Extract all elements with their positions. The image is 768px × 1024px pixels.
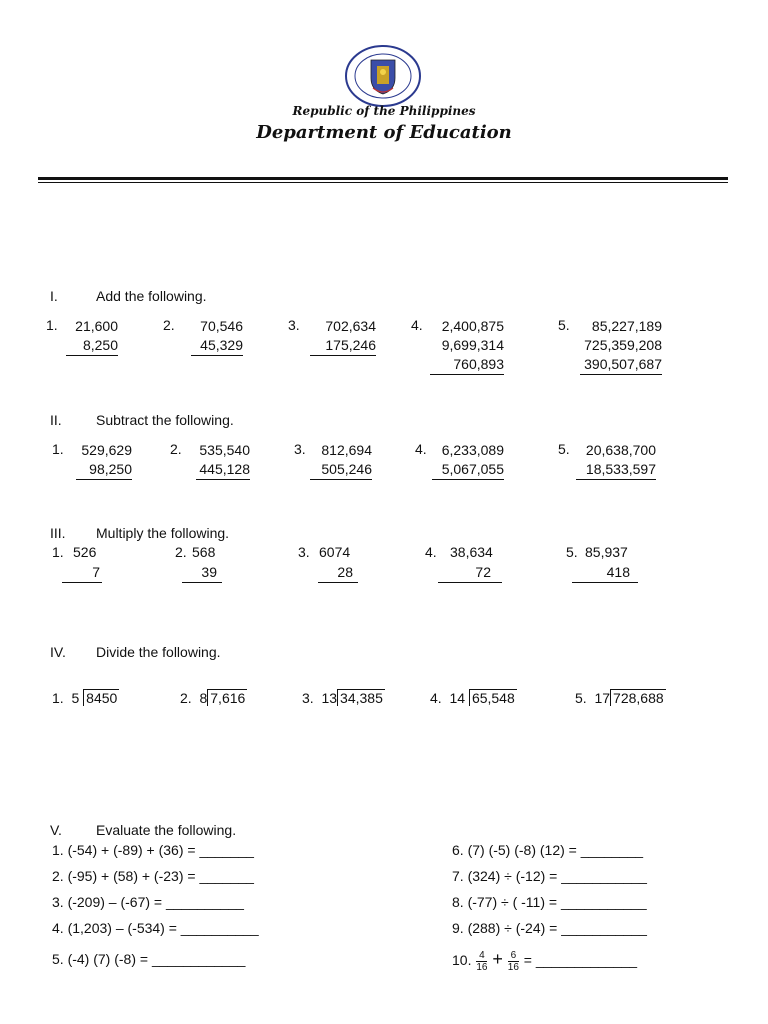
subtraction-problem-2 <box>196 441 250 480</box>
dividend: 34,385 <box>337 689 385 706</box>
addend: 725,359,208 <box>584 337 662 353</box>
section-numeral: II. <box>50 412 62 428</box>
division-problem-3 <box>302 689 385 706</box>
section-instruction: Subtract the following. <box>96 412 234 428</box>
fraction-denominator: 16 <box>476 961 488 973</box>
minuend: 529,629 <box>81 442 132 458</box>
multiplier: 28 <box>318 563 358 583</box>
subtrahend: 5,067,055 <box>432 460 504 480</box>
header-rule-thick <box>38 177 728 180</box>
section-instruction: Multiply the following. <box>96 525 230 541</box>
problem-number: 2. <box>170 441 182 457</box>
multiplication-problem-4 <box>438 563 502 583</box>
multiplication-problem-3 <box>318 563 358 583</box>
addend: 760,893 <box>430 355 504 375</box>
fraction-2 <box>508 950 519 973</box>
divisor: 14 <box>449 690 466 706</box>
problem-number: 4. <box>425 544 437 560</box>
evaluate-item-4: 4. (1,203) – (-534) = __________ <box>52 920 259 936</box>
division-problem-4 <box>430 689 517 706</box>
section-numeral: I. <box>50 288 58 304</box>
minuend: 535,540 <box>199 442 250 458</box>
multiplication-problem-2 <box>182 563 222 583</box>
addend: 702,634 <box>325 318 376 334</box>
addend: 8,250 <box>66 336 118 356</box>
problem-number: 1. <box>52 544 64 560</box>
problem-number: 10. <box>452 952 472 968</box>
division-problem-5 <box>575 689 666 706</box>
deped-seal-logo <box>344 44 422 108</box>
addend: 45,329 <box>191 336 243 356</box>
problem-number: 2. <box>163 317 175 333</box>
divisor: 5 <box>71 690 80 706</box>
section-numeral: V. <box>50 822 62 838</box>
fraction-numerator: 4 <box>476 950 487 962</box>
addition-problem-4 <box>430 317 504 375</box>
evaluate-item-8: 8. (-77) ÷ ( -11) = ___________ <box>452 894 647 910</box>
fraction-denominator: 16 <box>507 961 519 973</box>
divisor: 13 <box>321 690 338 706</box>
problem-number: 2. <box>180 690 192 706</box>
addend: 21,600 <box>75 318 118 334</box>
republic-heading: Republic of the Philippines <box>292 104 476 118</box>
addend: 2,400,875 <box>441 318 504 334</box>
problem-number: 5. <box>558 441 570 457</box>
division-problem-1 <box>52 689 119 706</box>
minuend: 812,694 <box>321 442 372 458</box>
evaluate-item-6: 6. (7) (-5) (-8) (12) = ________ <box>452 842 644 858</box>
problem-number: 4. <box>415 441 427 457</box>
problem-number: 5. <box>575 690 587 706</box>
division-problem-2 <box>180 689 247 706</box>
evaluate-item-10 <box>452 945 637 974</box>
fraction-1 <box>476 950 487 973</box>
problem-number: 4. <box>411 317 423 333</box>
multiplication-problem-5 <box>572 563 638 583</box>
fraction-numerator: 6 <box>508 950 519 962</box>
minuend: 20,638,700 <box>585 442 656 458</box>
section-numeral: IV. <box>50 644 66 660</box>
answer-blank: = _____________ <box>523 952 638 968</box>
problem-number: 1. <box>52 690 64 706</box>
minuend: 6,233,089 <box>441 442 504 458</box>
multiplicand: 568 <box>192 544 216 560</box>
addend: 9,699,314 <box>441 337 504 353</box>
problem-number: 3. <box>288 317 300 333</box>
section-numeral: III. <box>50 525 66 541</box>
problem-number: 2. <box>175 544 187 560</box>
problem-number: 3. <box>302 690 314 706</box>
multiplicand: 6074 <box>319 544 351 560</box>
problem-number: 5. <box>566 544 578 560</box>
subtraction-problem-3 <box>310 441 372 480</box>
section-instruction: Evaluate the following. <box>96 822 237 838</box>
problem-number: 4. <box>430 690 442 706</box>
subtrahend: 18,533,597 <box>576 460 656 480</box>
plus-sign: + <box>492 949 503 969</box>
addition-problem-1 <box>66 317 118 356</box>
section-instruction: Divide the following. <box>96 644 221 660</box>
header-rule-thin <box>38 182 728 183</box>
multiplicand: 85,937 <box>585 544 628 560</box>
multiplicand: 38,634 <box>450 544 493 560</box>
section-instruction: Add the following. <box>96 288 207 304</box>
subtraction-problem-5 <box>576 441 656 480</box>
subtraction-problem-4 <box>432 441 504 480</box>
dividend: 65,548 <box>469 689 517 706</box>
problem-number: 1. <box>46 317 58 333</box>
problem-number: 5. <box>558 317 570 333</box>
dividend: 728,688 <box>610 689 666 706</box>
evaluate-item-3: 3. (-209) – (-67) = __________ <box>52 894 244 910</box>
department-heading: Department of Education <box>256 122 512 143</box>
subtraction-problem-1 <box>76 441 132 480</box>
problem-number: 1. <box>52 441 64 457</box>
addition-problem-2 <box>191 317 243 356</box>
multiplier: 72 <box>438 563 502 583</box>
addend: 175,246 <box>310 336 376 356</box>
problem-number: 3. <box>294 441 306 457</box>
multiplication-problem-1 <box>62 563 102 583</box>
subtrahend: 445,128 <box>196 460 250 480</box>
evaluate-item-1: 1. (-54) + (-89) + (36) = _______ <box>52 842 254 858</box>
problem-number: 3. <box>298 544 310 560</box>
dividend: 7,616 <box>207 689 247 706</box>
multiplier: 39 <box>182 563 222 583</box>
addend: 390,507,687 <box>580 355 662 375</box>
evaluate-item-7: 7. (324) ÷ (-12) = ___________ <box>452 868 647 884</box>
multiplier: 418 <box>572 563 638 583</box>
dividend: 8450 <box>83 689 119 706</box>
divisor: 17 <box>594 690 611 706</box>
evaluate-item-9: 9. (288) ÷ (-24) = ___________ <box>452 920 647 936</box>
addend: 85,227,189 <box>591 318 662 334</box>
subtrahend: 98,250 <box>76 460 132 480</box>
divisor: 8 <box>199 690 208 706</box>
addition-problem-3 <box>310 317 376 356</box>
multiplicand: 526 <box>73 544 97 560</box>
multiplier: 7 <box>62 563 102 583</box>
evaluate-item-2: 2. (-95) + (58) + (-23) = _______ <box>52 868 254 884</box>
evaluate-item-5: 5. (-4) (7) (-8) = ____________ <box>52 951 246 967</box>
addition-problem-5 <box>580 317 662 375</box>
subtrahend: 505,246 <box>310 460 372 480</box>
addend: 70,546 <box>200 318 243 334</box>
